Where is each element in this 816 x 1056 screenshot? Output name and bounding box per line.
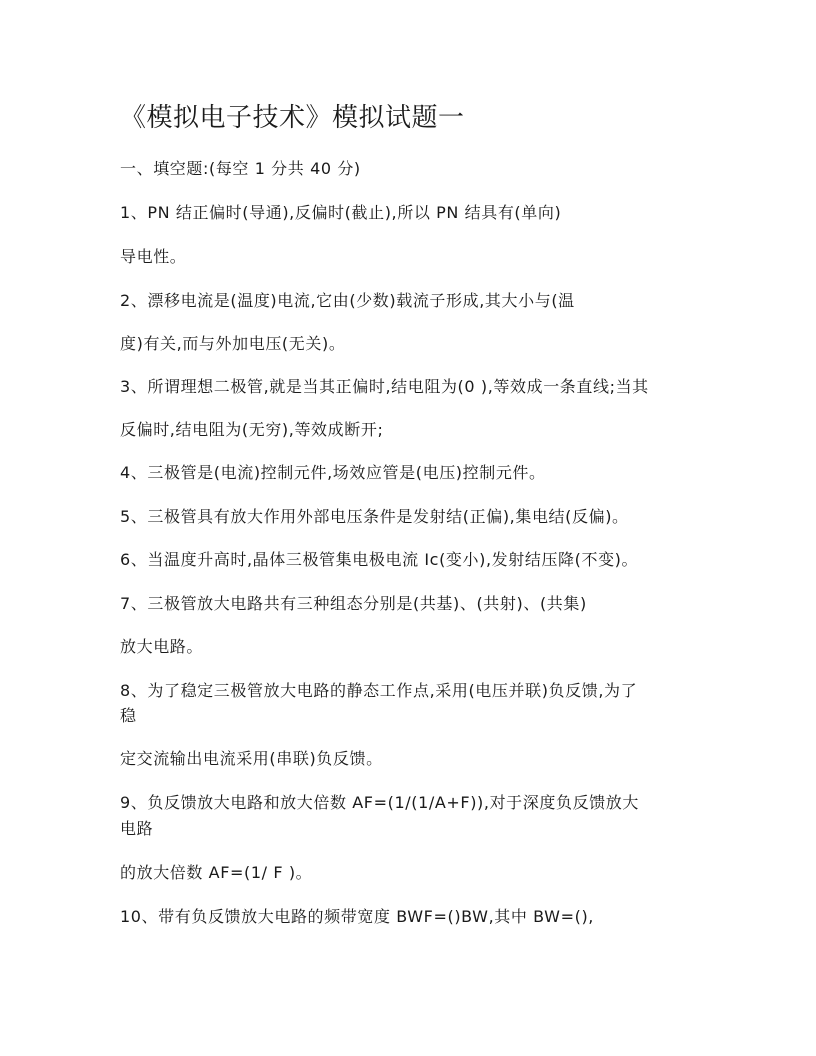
text-line: 7、三极管放大电路共有三种组态分别是(共基)、(共射)、(共集) — [120, 594, 587, 613]
text-line: 5、三极管具有放大作用外部电压条件是发射结(正偏),集电结(反偏)。 — [120, 507, 629, 526]
text-line: 3、所谓理想二极管,就是当其正偏时,结电阻为(0 ),等效成一条直线;当其 — [120, 377, 649, 396]
text-line: 8、为了稳定三极管放大电路的静态工作点,采用(电压并联)负反馈,为了 — [120, 681, 638, 700]
text-line: 9、负反馈放大电路和放大倍数 AF=(1/(1/A+F)),对于深度负反馈放大 — [120, 793, 639, 812]
text-line: 导电性。 — [120, 247, 187, 266]
text-line: 4、三极管是(电流)控制元件,场效应管是(电压)控制元件。 — [120, 463, 546, 482]
section-heading: 一、填空题:(每空 1 分共 40 分) — [120, 159, 361, 178]
text-line: 电路 — [120, 819, 154, 838]
text-line: 定交流输出电流采用(串联)负反馈。 — [120, 749, 383, 768]
text-line: 2、漂移电流是(温度)电流,它由(少数)载流子形成,其大小与(温 — [120, 291, 575, 310]
text-line: 10、带有负反馈放大电路的频带宽度 BWF=()BW,其中 BW=(), — [120, 907, 594, 926]
text-line: 的放大倍数 AF=(1/ F )。 — [120, 863, 313, 882]
text-line: 稳 — [120, 706, 137, 725]
text-line: 度)有关,而与外加电压(无关)。 — [120, 334, 346, 353]
text-line: 反偏时,结电阻为(无穷),等效成断开; — [120, 420, 384, 439]
text-line: 6、当温度升高时,晶体三极管集电极电流 Ic(变小),发射结压降(不变)。 — [120, 550, 639, 569]
text-line: 1、PN 结正偏时(导通),反偏时(截止),所以 PN 结具有(单向) — [120, 203, 562, 222]
text-line: 放大电路。 — [120, 637, 204, 656]
document-title: 《模拟电子技术》模拟试题一 — [120, 103, 465, 133]
